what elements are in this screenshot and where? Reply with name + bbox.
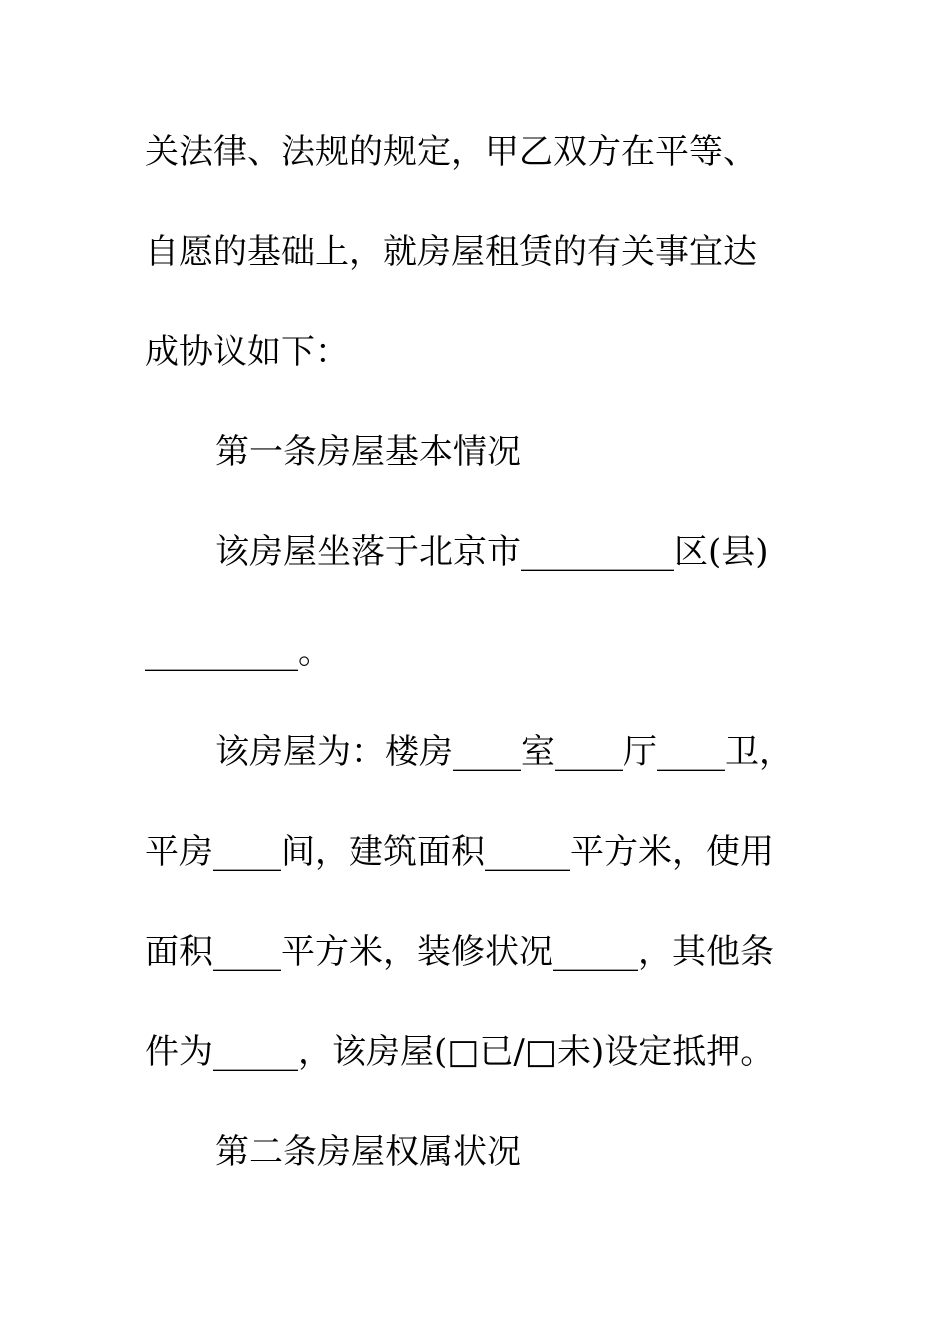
body-text-line: 该房屋为：楼房____室____厅____卫，: [215, 732, 793, 772]
body-text-line: 面积____平方米，装修状况_____，其他条: [145, 932, 774, 972]
section-heading-2: 第二条房屋权属状况: [215, 1132, 521, 1172]
body-text-line: 件为_____，该房屋(□已/□未)设定抵押。: [145, 1032, 775, 1072]
body-text-line: _________。: [145, 632, 332, 672]
body-text-line: 自愿的基础上，就房屋租赁的有关事宜达: [145, 232, 757, 272]
body-text-line: 平房____间，建筑面积_____平方米，使用: [145, 832, 774, 872]
section-heading-1: 第一条房屋基本情况: [215, 432, 521, 472]
body-text-line: 该房屋坐落于北京市_________区(县): [215, 532, 769, 572]
body-text-line: 成协议如下：: [145, 332, 349, 372]
body-text-line: 关法律、法规的规定，甲乙双方在平等、: [145, 132, 757, 172]
